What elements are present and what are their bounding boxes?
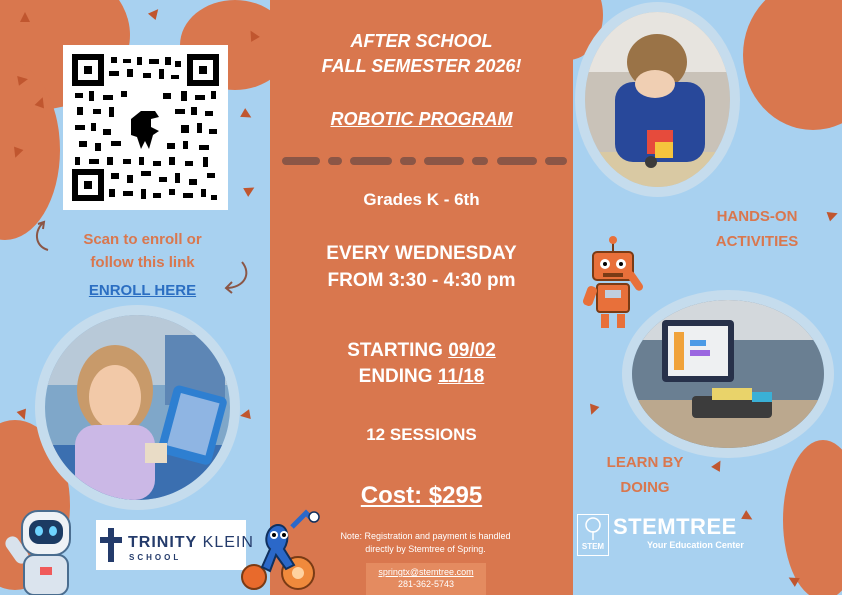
session-count: 12 SESSIONS (366, 425, 477, 444)
school-label: SCHOOL (129, 553, 182, 562)
hands-on-label-line1: HANDS-ON (716, 208, 798, 225)
header-line1: AFTER SCHOOL (350, 31, 493, 51)
divider-dash (545, 157, 567, 165)
contact-box (366, 563, 486, 595)
divider-dash (424, 157, 464, 165)
hands-on-photo (575, 2, 740, 197)
enroll-here-link[interactable]: ENROLL HERE (88, 282, 197, 299)
stemtree-tagline: Your Education Center (647, 540, 744, 550)
student-photo (35, 305, 240, 510)
decor-triangle (587, 404, 600, 417)
program-title (270, 109, 573, 130)
end-date-label: ENDING (358, 366, 438, 387)
hands-on-label-line2: ACTIVITIES (715, 233, 799, 250)
decor-triangle (711, 458, 725, 472)
scan-instruction-line1: Scan to enroll or (83, 231, 202, 248)
scan-instruction-line2: follow this link (90, 254, 195, 271)
decor-triangle (827, 209, 840, 222)
cost-text: Cost: $295 (360, 482, 483, 509)
schedule-time: FROM 3:30 - 4:30 pm (327, 270, 516, 291)
qr-code-graphic (63, 45, 228, 210)
orange-robot-icon (583, 236, 653, 332)
tree-icon (582, 517, 604, 541)
astronaut-robot-icon (2, 505, 88, 595)
contact-phone: 281-362-5743 (397, 579, 455, 589)
divider-dash (282, 157, 320, 165)
stem-badge-text: STEM (581, 542, 605, 551)
divider-dash (328, 157, 342, 165)
decor-triangle (240, 108, 254, 122)
gear-mascot-icon (232, 505, 326, 595)
end-date (270, 366, 573, 388)
grades: Grades K - 6th (363, 190, 480, 209)
end-date-value: 11/18 (437, 366, 485, 387)
decor-triangle (243, 183, 257, 197)
decor-blob (743, 0, 842, 130)
contact-email[interactable]: springtx@stemtree.com (378, 567, 474, 577)
start-date-value: 09/02 (448, 340, 496, 361)
trinity-klein-school-logo (96, 520, 254, 570)
schedule-day: EVERY WEDNESDAY (326, 243, 517, 264)
curved-arrow-icon (30, 218, 56, 254)
decor-triangle (17, 74, 29, 86)
stemtree-badge (577, 514, 609, 556)
stemtree-name: STEMTREE (613, 514, 737, 539)
enroll-qr-code[interactable] (63, 45, 228, 210)
school-name-klein: KLEIN (202, 534, 254, 551)
divider-dash (472, 157, 488, 165)
school-name-trinity: TRINITY (128, 534, 198, 551)
decor-triangle (148, 6, 162, 20)
decor-triangle (239, 409, 251, 421)
decor-blob (783, 440, 842, 595)
divider-dash (400, 157, 416, 165)
divider-dash (350, 157, 392, 165)
start-date-label: STARTING (347, 340, 449, 361)
start-date (270, 340, 573, 362)
registration-note: Note: Registration and payment is handled directly by Stemtree of Spring. (340, 531, 511, 554)
program-title-text: ROBOTIC PROGRAM (330, 109, 513, 129)
header-line2: FALL SEMESTER 2026! (321, 56, 522, 76)
stemtree-logo (577, 512, 757, 558)
decor-triangle (20, 12, 30, 22)
decor-triangle (17, 409, 30, 422)
cross-icon (100, 528, 122, 562)
divider-dash (497, 157, 537, 165)
learn-by-doing-photo (622, 290, 834, 458)
learn-by-doing-label-line1: LEARN BY (606, 454, 684, 471)
learn-by-doing-label-line2: DOING (620, 479, 670, 496)
